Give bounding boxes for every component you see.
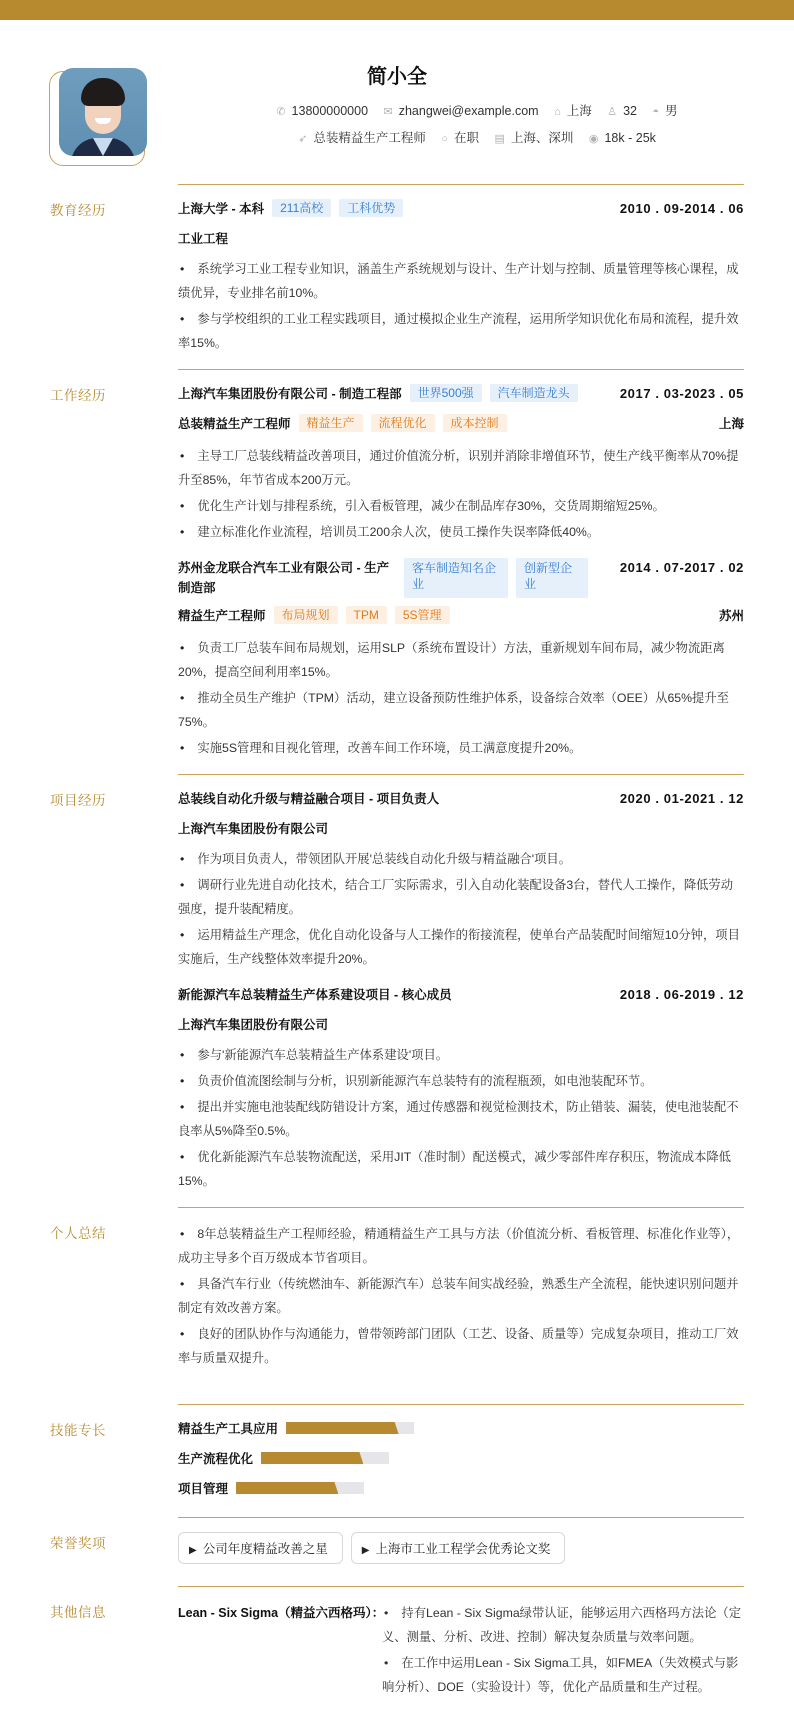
top-accent-bar bbox=[0, 0, 794, 20]
project-entry bbox=[178, 985, 744, 1193]
section-title: 教育经历 bbox=[50, 203, 106, 218]
play-triangle-icon: ▶ bbox=[189, 1545, 197, 1556]
job-location: 苏州 bbox=[718, 609, 744, 623]
section-title: 项目经历 bbox=[50, 793, 106, 808]
phone-value: 13800000000 bbox=[291, 104, 369, 118]
bullet-item: • 主导工厂总装线精益改善项目，通过价值流分析，识别并消除非增值环节，使生产线平衡率从70%提升至85%，年节省成本200万元。 bbox=[178, 449, 739, 487]
gender-item bbox=[652, 101, 677, 119]
work-section bbox=[50, 369, 744, 760]
major: 工业工程 bbox=[178, 232, 229, 246]
bullet-item: • 参与学校组织的工业工程实践项目，通过模拟企业生产流程，运用所学知识优化布局和流程，提升效率15%。 bbox=[178, 312, 739, 350]
bullet-item: • 持有Lean - Six Sigma绿带认证，能够运用六西格玛方法论（定义、测量、分析、改进、控制）解决复杂质量与效率问题。 bbox=[382, 1606, 741, 1644]
bullet-item: • 建立标准化作业流程，培训员工200余人次，使员工操作失误率降低40%。 bbox=[180, 525, 600, 539]
mail-icon: ✉ bbox=[383, 106, 393, 118]
bullet-item: • 参与'新能源汽车总装精益生产体系建设'项目。 bbox=[180, 1048, 449, 1062]
section-title: 工作经历 bbox=[50, 388, 106, 403]
city-item bbox=[554, 101, 592, 119]
email-item bbox=[384, 104, 539, 118]
salary-value: 18k - 25k bbox=[604, 131, 656, 145]
send-icon: ➶ bbox=[298, 133, 308, 145]
building-icon: ▤ bbox=[494, 133, 505, 145]
section-title: 个人总结 bbox=[50, 1226, 106, 1241]
bullet-item: • 负责工厂总装车间布局规划，运用SLP（系统布置设计）方法，重新规划车间布局，减少物流距离20%，提高空间利用率15%。 bbox=[178, 641, 725, 679]
company-tag: 创新型企业 bbox=[516, 558, 588, 598]
company-tag: 汽车制造龙头 bbox=[490, 384, 578, 402]
job-role: 精益生产工程师 bbox=[178, 609, 266, 623]
contact-row bbox=[160, 101, 794, 119]
role-tag: 流程优化 bbox=[371, 414, 435, 432]
other-section bbox=[50, 1586, 744, 1711]
target-city-value: 上海、深圳 bbox=[510, 131, 574, 145]
project-company: 上海汽车集团股份有限公司 bbox=[178, 822, 329, 836]
project-name: 总装线自动化升级与精益融合项目 - 项目负责人 bbox=[178, 792, 440, 806]
role-tag: 精益生产 bbox=[299, 414, 363, 432]
school-tag: 工科优势 bbox=[339, 199, 403, 217]
home-icon: ⌂ bbox=[554, 106, 561, 118]
job-location: 上海 bbox=[718, 417, 744, 431]
skill-level-fill bbox=[286, 1422, 399, 1434]
gender-value: 男 bbox=[665, 104, 678, 118]
bullet-item: • 系统学习工业工程专业知识，涵盖生产系统规划与设计、生产计划与控制、质量管理等核心课程，成绩优异，专业排名前10%。 bbox=[178, 262, 739, 300]
position-item bbox=[298, 128, 426, 146]
skill-bar bbox=[261, 1452, 389, 1464]
company-tag: 客车制造知名企业 bbox=[404, 558, 508, 598]
gender-icon: ◓ bbox=[652, 106, 660, 118]
summary-section bbox=[50, 1207, 744, 1392]
bullet-item: • 调研行业先进自动化技术，结合工厂实际需求，引入自动化装配设备3台，替代人工操作，降低劳动强度，提升装配精度。 bbox=[178, 878, 734, 916]
role-tag: TPM bbox=[346, 606, 387, 624]
skill-bar bbox=[286, 1422, 414, 1434]
cake-icon: ♙ bbox=[607, 106, 618, 118]
skill-level-fill bbox=[261, 1452, 363, 1464]
bullet-item: • 8年总装精益生产工程师经验，精通精益生产工具与方法（价值流分析、看板管理、标准化作业等），成功主导多个百万级成本节省项目。 bbox=[178, 1227, 740, 1265]
salary-item bbox=[589, 131, 656, 145]
city-value: 上海 bbox=[566, 104, 592, 118]
skill-level-fill bbox=[236, 1482, 338, 1494]
education-section bbox=[50, 184, 744, 355]
status-value: 在职 bbox=[453, 131, 479, 145]
company-tag: 世界500强 bbox=[410, 384, 482, 402]
age-value: 32 bbox=[623, 104, 637, 118]
awards-section bbox=[50, 1517, 744, 1578]
bullet-item: • 负责价值流图绘制与分析，识别新能源汽车总装特有的流程瓶颈，如电池装配环节。 bbox=[180, 1074, 653, 1088]
bullet-item: • 作为项目负责人，带领团队开展'总装线自动化升级与精益融合'项目。 bbox=[180, 852, 572, 866]
play-triangle-icon: ▶ bbox=[361, 1545, 370, 1556]
skill-item bbox=[178, 1449, 466, 1467]
position-value: 总装精益生产工程师 bbox=[313, 131, 426, 145]
date-range: 2017 . 03-2023 . 05 bbox=[619, 386, 744, 401]
project-entry bbox=[178, 789, 744, 971]
skills-section bbox=[50, 1404, 744, 1511]
skill-name: 生产流程优化 bbox=[178, 1452, 254, 1466]
skill-item bbox=[178, 1479, 466, 1497]
bullet-item: • 优化生产计划与排程系统，引入看板管理，减少在制品库存30%，交货周期缩短25%。 bbox=[180, 499, 665, 513]
company-name: 上海汽车集团股份有限公司 - 制造工程部 bbox=[178, 387, 402, 401]
profile-header bbox=[0, 20, 794, 170]
salary-icon: ◉ bbox=[588, 133, 599, 145]
date-range: 2018 . 06-2019 . 12 bbox=[619, 987, 744, 1002]
education-entry bbox=[178, 199, 744, 355]
target-city-item bbox=[494, 128, 573, 146]
job-intent-row bbox=[160, 128, 794, 146]
school-name: 上海大学 - 本科 bbox=[178, 202, 265, 216]
bullet-item: • 运用精益生产理念，优化自动化设备与人工操作的衔接流程，使单台产品装配时间缩短10分钟，项目实施后，生产线整体效率提升20%。 bbox=[178, 928, 740, 966]
award-item: ▶ 上海市工业工程学会优秀论文奖 bbox=[351, 1532, 566, 1564]
projects-section bbox=[50, 774, 744, 1193]
phone-icon: ✆ bbox=[276, 106, 286, 118]
bullet-item: • 优化新能源汽车总装物流配送，采用JIT（准时制）配送模式，减少零部件库存积压，物流成本降低15%。 bbox=[178, 1150, 731, 1188]
email-value: zhangwei@example.com bbox=[398, 104, 539, 118]
company-name: 苏州金龙联合汽车工业有限公司 - 生产制造部 bbox=[178, 561, 390, 595]
skill-name: 精益生产工具应用 bbox=[178, 1422, 279, 1436]
job-entry bbox=[178, 384, 744, 544]
project-company: 上海汽车集团股份有限公司 bbox=[178, 1018, 329, 1032]
bullet-item: • 实施5S管理和目视化管理，改善车间工作环境，员工满意度提升20%。 bbox=[180, 741, 582, 755]
status-item bbox=[441, 128, 479, 146]
bullet-item: • 在工作中运用Lean - Six Sigma工具，如FMEA（失效模式与影响分析）、DOE（实验设计）等，优化产品质量和生产过程。 bbox=[382, 1656, 739, 1694]
role-tag: 成本控制 bbox=[443, 414, 507, 432]
section-title: 技能专长 bbox=[50, 1423, 106, 1438]
skill-item bbox=[178, 1419, 466, 1437]
age-item bbox=[607, 104, 637, 118]
job-entry bbox=[178, 558, 744, 760]
role-tag: 布局规划 bbox=[274, 606, 338, 624]
date-range: 2020 . 01-2021 . 12 bbox=[619, 791, 744, 806]
bullet-item: • 推动全员生产维护（TPM）活动，建立设备预防性维护体系，设备综合效率（OEE）从65%提升至75%。 bbox=[178, 691, 729, 729]
phone-item bbox=[276, 104, 368, 118]
bullet-item: • 具备汽车行业（传统燃油车、新能源汽车）总装车间实战经验，熟悉生产全流程，能快速识别问题并制定有效改善方案。 bbox=[178, 1277, 739, 1315]
role-tag: 5S管理 bbox=[395, 606, 450, 624]
project-name: 新能源汽车总装精益生产体系建设项目 - 核心成员 bbox=[178, 988, 452, 1002]
section-title: 其他信息 bbox=[50, 1605, 106, 1620]
date-range: 2014 . 07-2017 . 02 bbox=[619, 560, 744, 575]
skill-name: 项目管理 bbox=[178, 1482, 229, 1496]
other-label: Lean - Six Sigma（精益六西格玛）： bbox=[178, 1606, 385, 1620]
date-range: 2010 . 09-2014 . 06 bbox=[619, 201, 744, 216]
candidate-name: 简小全 bbox=[367, 66, 427, 88]
section-title: 荣誉奖项 bbox=[50, 1536, 106, 1551]
award-item: ▶ 公司年度精益改善之星 bbox=[178, 1532, 343, 1564]
school-tag: 211高校 bbox=[272, 199, 331, 217]
bullet-item: • 良好的团队协作与沟通能力，曾带领跨部门团队（工艺、设备、质量等）完成复杂项目，推动工厂效率与质量双提升。 bbox=[178, 1327, 739, 1365]
skill-bar bbox=[236, 1482, 364, 1494]
job-role: 总装精益生产工程师 bbox=[178, 417, 291, 431]
status-icon: ○ bbox=[441, 133, 448, 145]
bullet-item: • 提出并实施电池装配线防错设计方案，通过传感器和视觉检测技术，防止错装、漏装，使电池装配不良率从5%降至0.5%。 bbox=[178, 1100, 739, 1138]
